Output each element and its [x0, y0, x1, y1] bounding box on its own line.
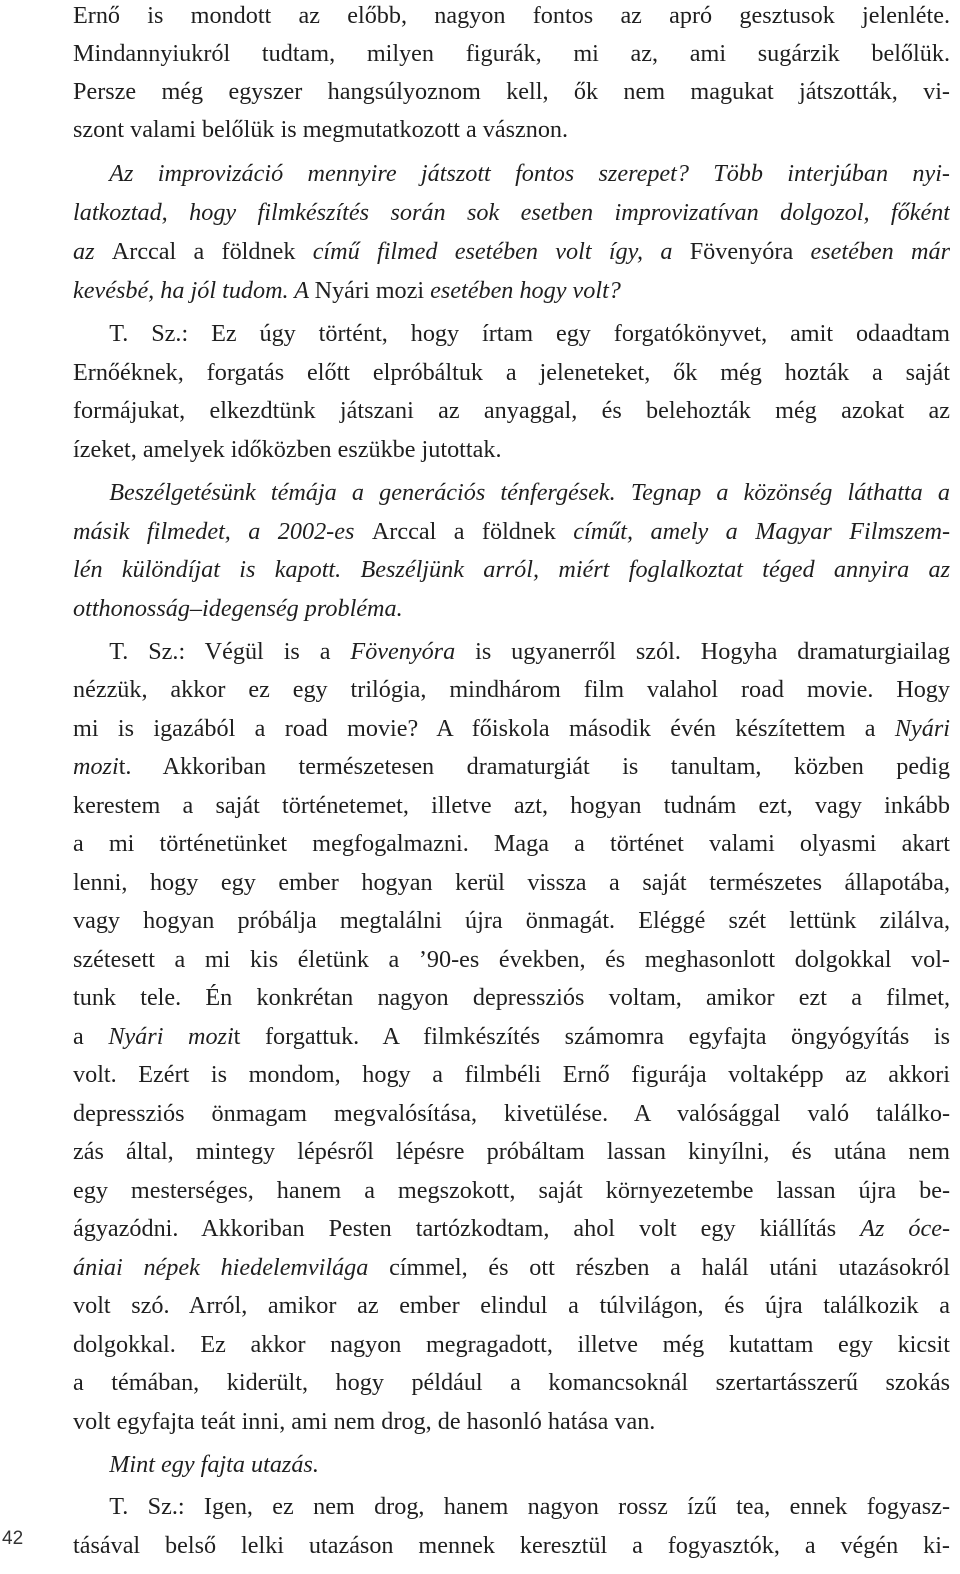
text-line: [73, 905, 950, 939]
text-line: [73, 434, 502, 468]
italic-text: Mint egy fajta utazás.: [73, 1451, 319, 1478]
roman-text: zás által, mintegy lépésről lépésre próbáltam lassan kinyílni, és utána nem: [73, 1138, 950, 1165]
roman-text: kerestem a saját történetemet, illetve azt, hogyan tudnám ezt, vagy inkább: [73, 792, 950, 819]
text-line: [73, 790, 950, 824]
text-line: [73, 516, 950, 550]
text-line: [73, 0, 950, 34]
italic-text: Fövenyóra: [350, 638, 456, 665]
roman-text: T. Sz.: Végül is a: [73, 638, 351, 665]
text-line: [73, 554, 950, 588]
roman-text: szont valami belőlük is megmutatkozott a vásznon.: [73, 116, 569, 143]
roman-text: T. Sz.: Igen, ez nem drog, hanem nagyon rossz ízű tea, ennek fogyasz-: [73, 1493, 950, 1520]
roman-text: volt szó. Arról, amikor az ember elindul a túlvilágon, és újra találkozik a: [73, 1292, 950, 1319]
text-line: [73, 1213, 950, 1247]
roman-text: Arccal a földnek: [371, 518, 556, 545]
italic-text: latkoztad, hogy filmkészítés során sok esetben improvizatívan dolgozol, főként: [73, 199, 950, 226]
roman-text: Ernőéknek, forgatás előtt elpróbáltuk a jeleneteket, ők még hozták a saját: [73, 359, 950, 386]
italic-text: másik filmedet, a 2002-es: [73, 518, 372, 545]
roman-text: ízeket, amelyek időközben eszükbe jutottak.: [73, 436, 502, 463]
roman-text: volt. Ezért is mondom, hogy a filmbéli Ernő figurája voltaképp az akkori: [73, 1061, 950, 1088]
roman-text: nézzük, akkor ez egy trilógia, mindhárom film valahol road movie. Hogy: [73, 676, 950, 703]
roman-text: Arccal a földnek: [111, 238, 296, 265]
text-line: [73, 1367, 950, 1401]
text-line: [73, 751, 950, 785]
text-line: [73, 1329, 950, 1363]
text-line: [73, 1252, 950, 1286]
roman-text: Persze még egyszer hangsúlyoznom kell, ők nem magukat játszották, vi-: [73, 78, 950, 105]
text-line: [73, 828, 950, 862]
text-line: [73, 158, 950, 192]
roman-text: címmel, és ott részben a halál utáni utazásokról: [368, 1254, 950, 1281]
text-line: [73, 1175, 950, 1209]
page-number: 42: [2, 1528, 24, 1549]
text-line: [73, 1406, 655, 1440]
roman-text: a témában, kiderült, hogy például a komancsoknál szertartásszerű szokás: [73, 1369, 950, 1396]
text-line: [73, 236, 950, 270]
roman-text: t. Akkoriban természetesen dramaturgiát is tanultam, közben pedig: [118, 753, 950, 780]
roman-text: dolgokkal. Ez akkor nagyon megragadott, illetve még kutattam egy kicsit: [73, 1331, 950, 1358]
roman-text: Nyári mozi: [314, 277, 425, 304]
text-line: [73, 982, 950, 1016]
text-line: [73, 1491, 950, 1525]
text-line: [73, 395, 950, 429]
text-line: [73, 1449, 319, 1483]
italic-text: esetében hogy volt?: [424, 277, 621, 304]
roman-text: Ernő is mondott az előbb, nagyon fontos az apró gesztusok jelenléte.: [73, 2, 950, 29]
italic-text: Az óce-: [860, 1215, 950, 1242]
text-line: [73, 357, 950, 391]
text-line: [73, 38, 950, 72]
article-text: [73, 0, 950, 1574]
italic-text: az: [73, 238, 112, 265]
roman-text: Mindannyiukról tudtam, milyen figurák, mi az, ami sugárzik belőlük.: [73, 40, 950, 67]
roman-text: t forgattuk. A filmkészítés számomra egyfajta öngyógyítás is: [233, 1023, 950, 1050]
text-line: [73, 114, 568, 148]
text-line: [73, 477, 950, 511]
text-line: [73, 1021, 950, 1055]
text-line: [73, 593, 403, 627]
roman-text: mi is igazából a road movie? A főiskola második évén készítettem a: [73, 715, 895, 742]
italic-text: Nyári mozi: [108, 1023, 234, 1050]
italic-text: című filmed esetében volt így, a: [295, 238, 690, 265]
roman-text: egy mesterséges, hanem a megszokott, saját környezetembe lassan újra be-: [73, 1177, 950, 1204]
italic-text: esetében már: [793, 238, 950, 265]
text-line: [73, 713, 950, 747]
text-line: [73, 1290, 950, 1324]
roman-text: T. Sz.: Ez úgy történt, hogy írtam egy forgatókönyvet, amit odaadtam: [73, 320, 950, 347]
roman-text: is ugyanerről szól. Hogyha dramaturgiailag: [455, 638, 950, 665]
text-line: [73, 944, 950, 978]
italic-text: ániai népek hiedelemvilága: [73, 1254, 369, 1281]
roman-text: tásával belső lelki utazáson mennek keresztül a fogyasztók, a végén ki-: [73, 1532, 950, 1559]
roman-text: a: [73, 1023, 109, 1050]
roman-text: lenni, hogy egy ember hogyan kerül vissza a saját természetes állapotába,: [73, 869, 950, 896]
text-line: [73, 275, 621, 309]
italic-text: mozi: [73, 753, 119, 780]
text-line: [73, 1136, 950, 1170]
italic-text: Az improvizáció mennyire játszott fontos szerepet? Több interjúban nyi-: [73, 160, 950, 187]
roman-text: vagy hogyan próbálja megtalálni újra önmagát. Eléggé szét lettünk zilálva,: [73, 907, 950, 934]
italic-text: címűt, amely a Magyar Filmszem-: [555, 518, 950, 545]
italic-text: otthonosság–idegenség probléma.: [73, 595, 403, 622]
text-line: [73, 636, 950, 670]
italic-text: Beszélgetésünk témája a generációs ténfergések. Tegnap a közönség láthatta a: [73, 479, 950, 506]
roman-text: szétesett a mi kis életünk a ’90-es években, és meghasonlott dolgokkal vol-: [73, 946, 950, 973]
italic-text: Nyári: [894, 715, 950, 742]
roman-text: a mi történetünket megfogalmazni. Maga a történet valami olyasmi akart: [73, 830, 950, 857]
roman-text: Fövenyóra: [689, 238, 794, 265]
text-line: [73, 1059, 950, 1093]
roman-text: tunk tele. Én konkrétan nagyon depressziós voltam, amikor ezt a filmet,: [73, 984, 950, 1011]
roman-text: ágyazódni. Akkoriban Pesten tartózkodtam, ahol volt egy kiállítás: [73, 1215, 861, 1242]
roman-text: volt egyfajta teát inni, ami nem drog, de hasonló hatása van.: [73, 1408, 656, 1435]
text-line: [73, 318, 950, 352]
roman-text: formájukat, elkezdtünk játszani az anyaggal, és belehozták még azokat az: [73, 397, 950, 424]
text-line: [73, 1098, 950, 1132]
text-line: [73, 1530, 950, 1564]
italic-text: lén különdíjat is kapott. Beszéljünk arról, miért foglalkoztat téged annyira az: [73, 556, 950, 583]
roman-text: depressziós önmagam megvalósítása, kivetülése. A valósággal való találko-: [73, 1100, 950, 1127]
text-line: [73, 674, 950, 708]
text-line: [73, 197, 950, 231]
italic-text: kevésbé, ha jól tudom. A: [73, 277, 315, 304]
text-line: [73, 867, 950, 901]
text-line: [73, 76, 950, 110]
